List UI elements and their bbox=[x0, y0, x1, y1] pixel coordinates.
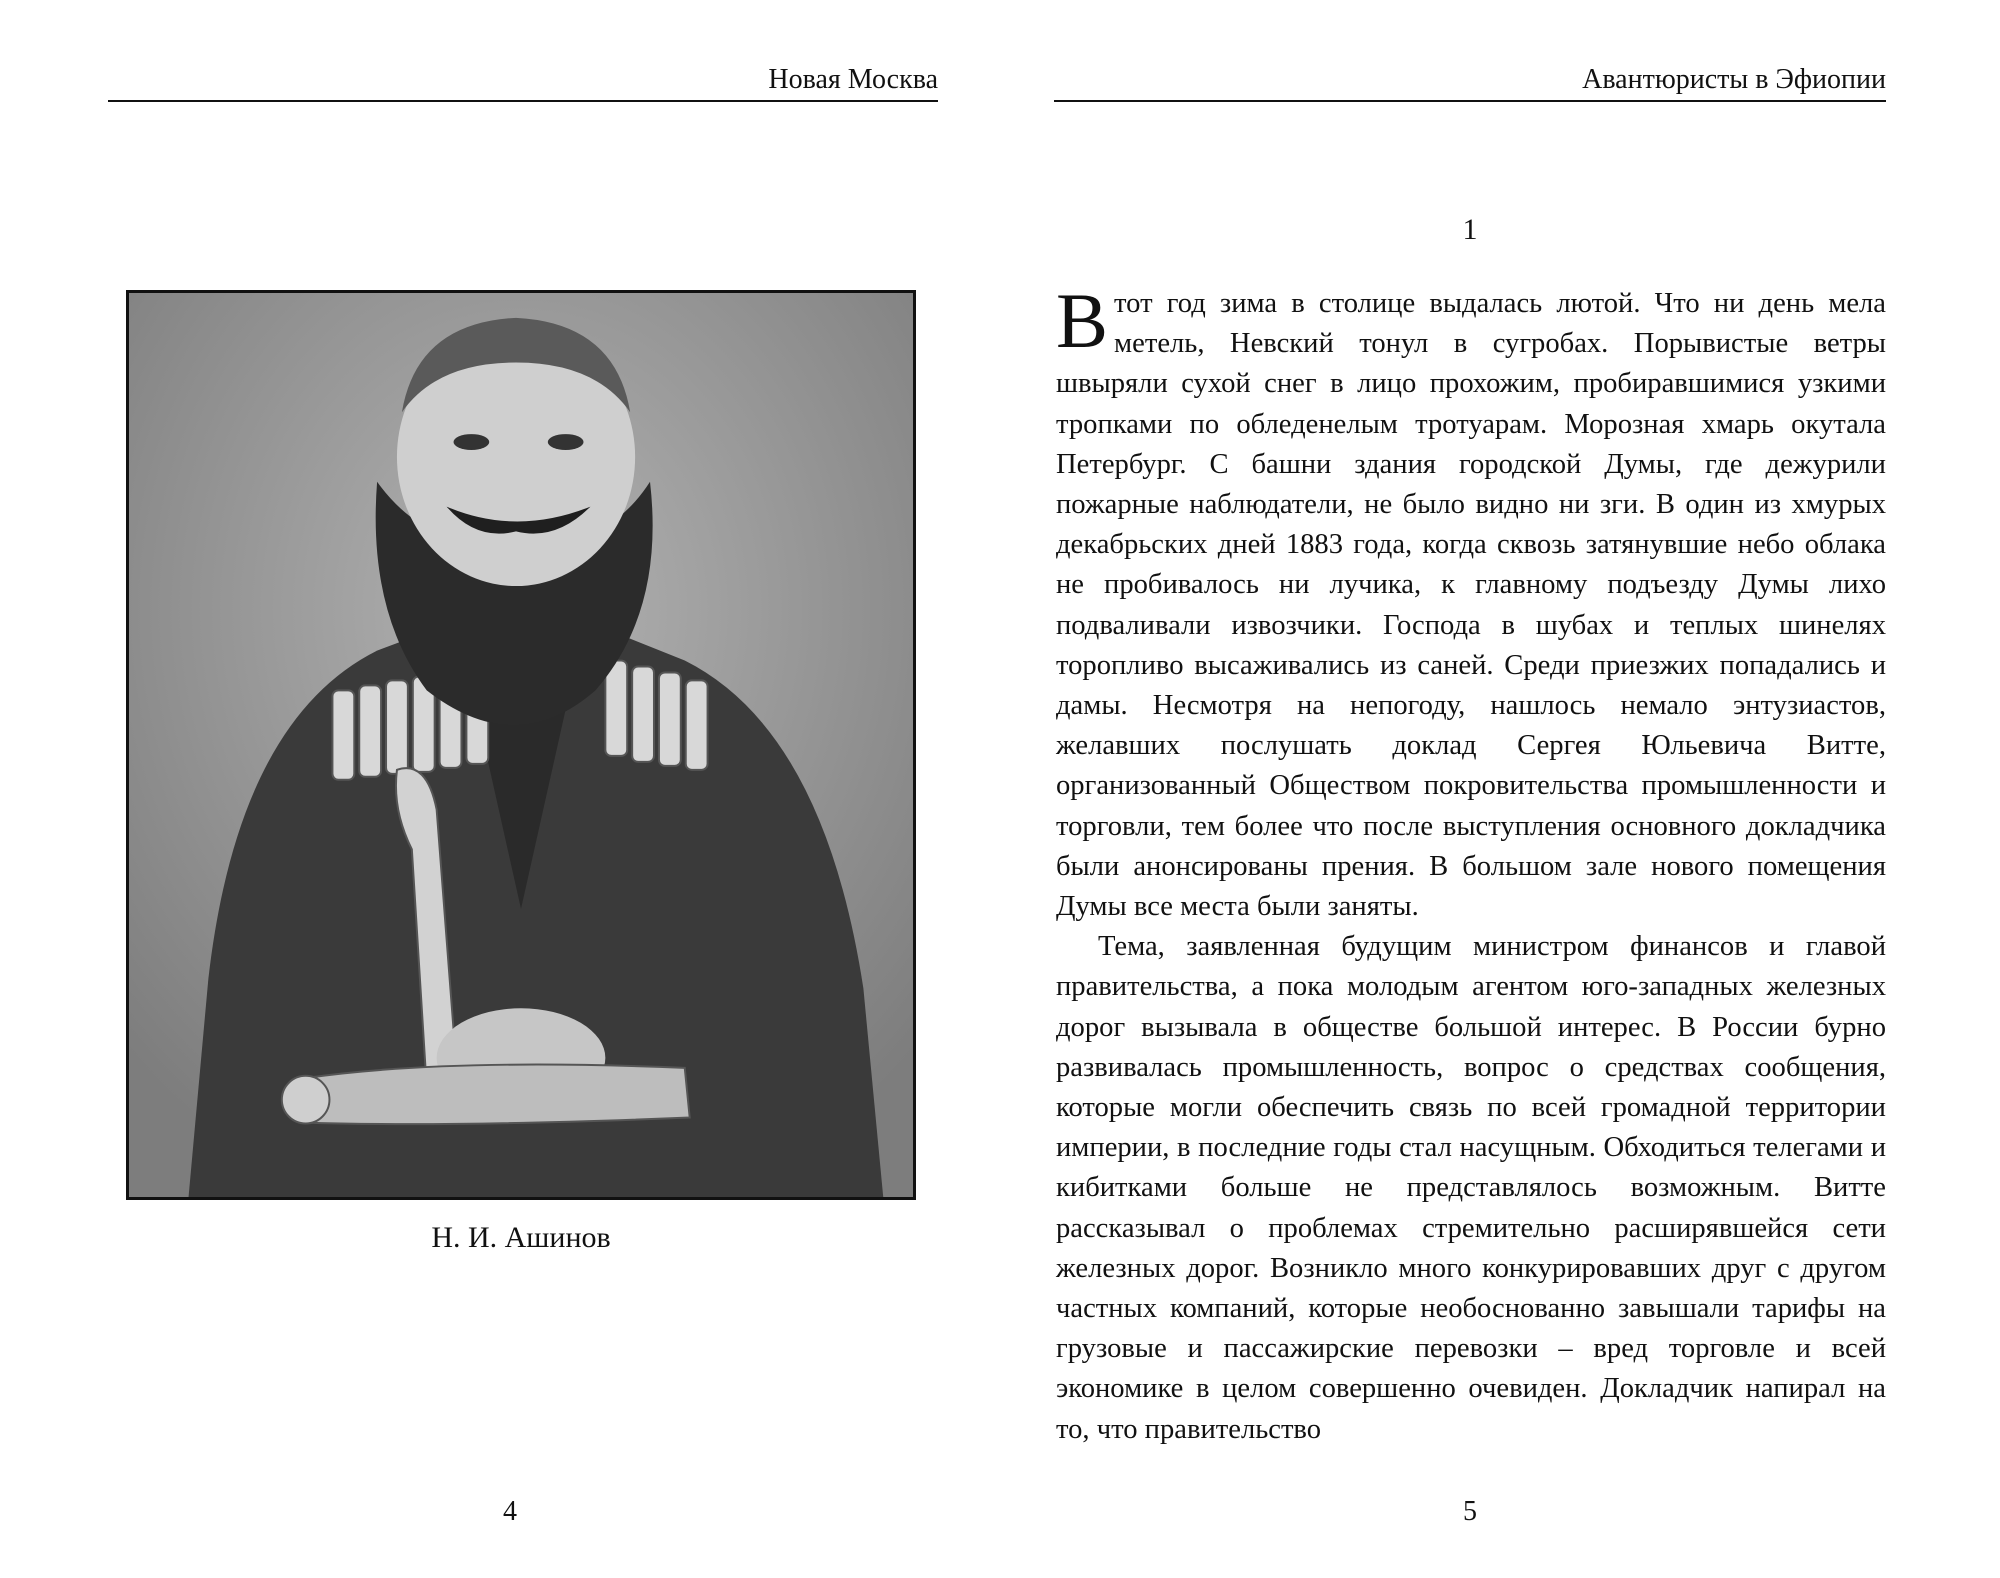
right-header-rule bbox=[1054, 100, 1886, 102]
drop-cap: В bbox=[1056, 277, 1109, 364]
chapter-body bbox=[1056, 277, 1886, 1450]
paragraph-1 bbox=[1056, 277, 1886, 927]
left-page-number: 4 bbox=[503, 1496, 517, 1527]
left-running-head: Новая Москва bbox=[768, 64, 938, 95]
right-page bbox=[1000, 0, 2000, 1578]
portrait-illustration bbox=[129, 293, 913, 1197]
photo-caption: Н. И. Ашинов bbox=[431, 1221, 611, 1254]
portrait-photo bbox=[126, 290, 916, 1200]
chapter-number: 1 bbox=[1462, 213, 1478, 246]
right-page-number: 5 bbox=[1463, 1496, 1477, 1527]
left-header-rule bbox=[108, 100, 938, 102]
right-running-head: Авантюристы в Эфиопии bbox=[1582, 64, 1886, 95]
paragraph-2: Тема, заявленная будущим министром финансов и главой правительства, а пока молодым агентом юго-западных железных дорог вызывала в обществе большой интерес. В России бурно развивалась промышленность, вопрос о средствах сообщения, которые могли обеспечить связь по всей громадной территории империи, в последние годы стал насущным. Обходиться телегами и кибитками больше не представлялось возможным. Витте рассказывал о проблемах стремительно расширявшейся сети железных дорог. Возникло много конкурировавших друг с другом частных компаний, которые необоснованно завышали тарифы на грузовые и пассажирские перевозки – вред торговле и всей экономике в целом совершенно очевиден. Докладчик напирал на то, что правительство bbox=[1056, 931, 1886, 1445]
paragraph-1-text: тот год зима в столице выдалась лютой. Что ни день мела метель, Невский тонул в сугробах. Порывистые ветры швыряли сухой снег в лицо прохожим, пробиравшимися узкими тропками по обледенелым тротуарам. Морозная хмарь окутала Петербург. С башни здания городской Думы, где дежурили пожарные наблюдатели, не было видно ни зги. В один из хмурых декабрьских дней 1883 года, когда сквозь затянувшие небо облака не пробивалось ни лучика, к главному подъезду Думы лихо подваливали извозчики. Господа в шубах и теплых шинелях торопливо высаживались из саней. Среди приезжих попадались и дамы. Несмотря на непогоду, нашлось немало энтузиастов, желавших послушать доклад Сергея Юльевича Витте, организованный Обществом покровительства промышленности и торговли, тем более что после выступления основного докладчика были анонсированы прения. В большом зале нового помещения Думы все места были заняты. bbox=[1056, 288, 1886, 923]
